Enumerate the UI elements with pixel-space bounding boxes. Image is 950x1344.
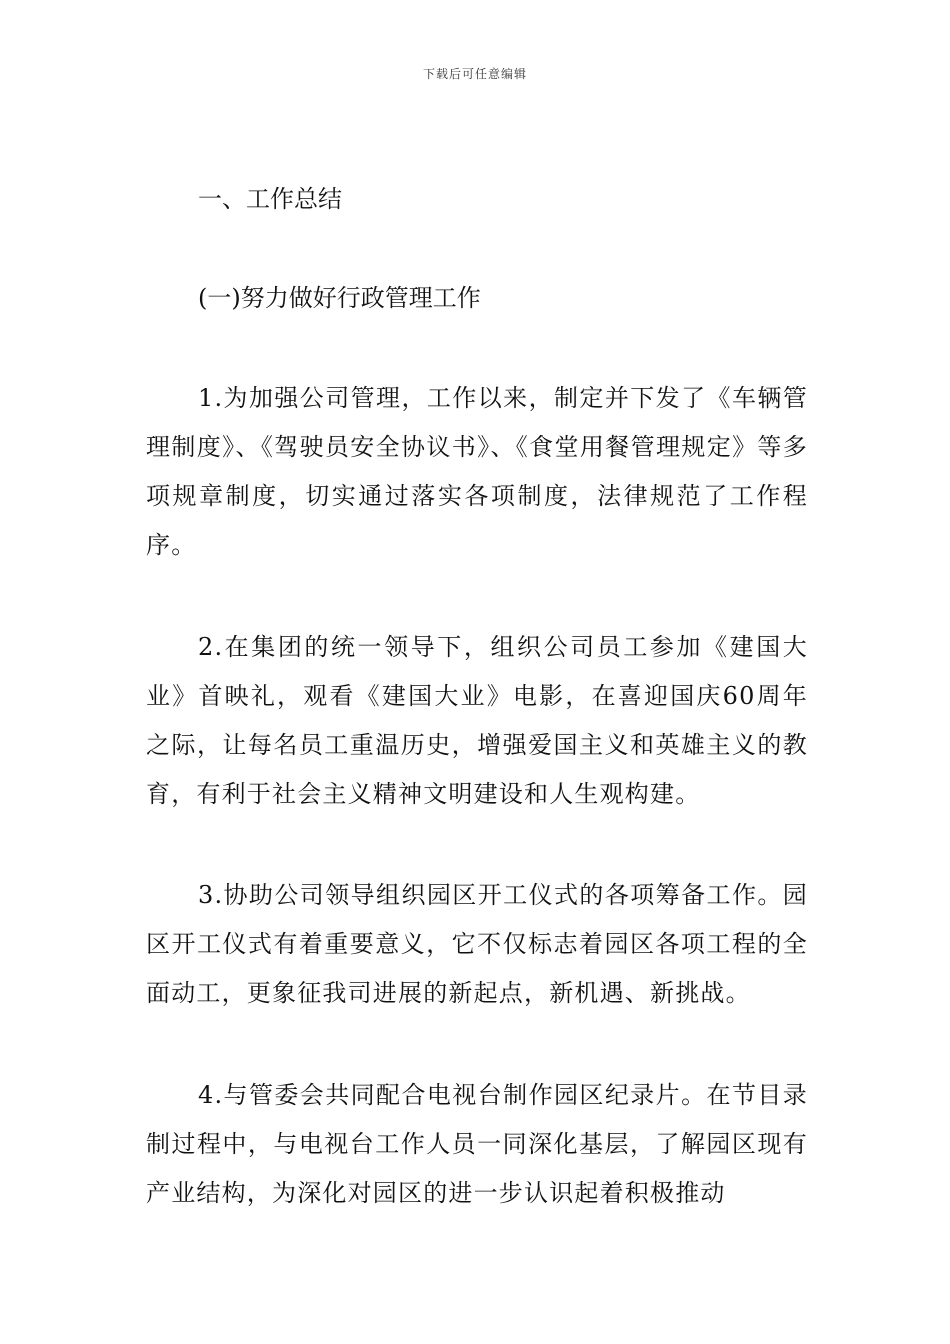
subsection-title: (一)努力做好行政管理工作 (198, 284, 481, 312)
page-header: 下载后可任意编辑 (422, 67, 527, 81)
paragraph-4: 4.与管委会共同配合电视台制作园区纪录片。在节目录制过程中，与电视台工作人员一同深化基层，了解园区现有产业结构，为深化对园区的进一步认识起着积极推动 (146, 1081, 808, 1207)
paragraph-1: 1.为加强公司管理，工作以来，制定并下发了《车辆管理制度》、《驾驶员安全协议书》、《食堂用餐管理规定》等多项规章制度，切实通过落实各项制度，法律规范了工作程序。 (146, 384, 808, 559)
paragraph-3: 3.协助公司领导组织园区开工仪式的各项筹备工作。园区开工仪式有着重要意义，它不仅标志着园区各项工程的全面动工，更象征我司进展的新起点，新机遇、新挑战。 (146, 881, 808, 1007)
paragraph-2: 2.在集团的统一领导下，组织公司员工参加《建国大业》首映礼，观看《建国大业》电影，在喜迎国庆60周年之际，让每名员工重温历史，增强爱国主义和英雄主义的教育，有利于社会主义精神文明建设和人生观构建。 (146, 633, 808, 808)
section-title: 一、工作总结 (198, 185, 342, 213)
